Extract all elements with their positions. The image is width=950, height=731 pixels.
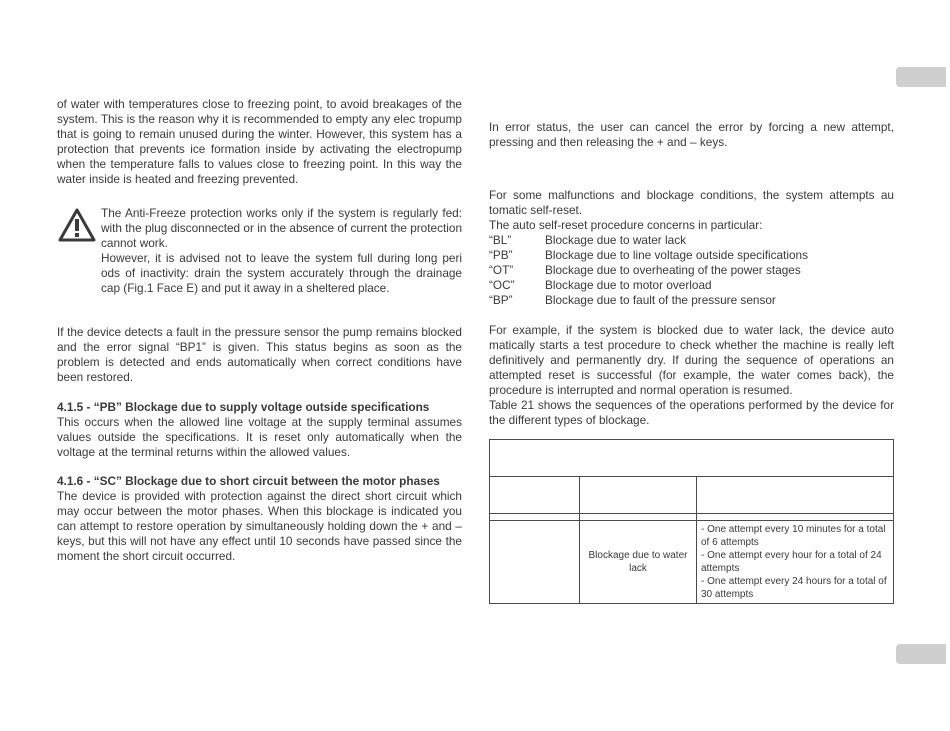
warning-icon [58, 208, 96, 242]
table-row [490, 521, 894, 604]
code-row [489, 263, 894, 278]
sequence-line: - One attempt every hour for a total of 24 attempts [701, 550, 882, 574]
table-cell-code [490, 521, 580, 604]
pb-heading: 4.1.5 - “PB” Blockage due to supply voltage outside specifications [57, 400, 430, 414]
code-label: “BL” [489, 233, 512, 247]
code-row [489, 233, 894, 248]
table-header-row [490, 477, 894, 514]
warning-note [101, 206, 462, 296]
header-cell [490, 477, 580, 514]
table-cell-description: Blockage due to water lack [580, 521, 697, 604]
code-label: “BP” [489, 293, 513, 307]
selfreset-intro: For some malfunctions and blockage conditions, the system attempts au tomatic self-reset. [489, 188, 894, 217]
table-spacer-row [490, 514, 894, 521]
warning-text-2: However, it is advised not to leave the system full during long peri ods of inactivity: drain the system accurately through the drainage cap (Fig.1 Face E) and put it away in a sheltered place. [101, 251, 462, 295]
pb-text: This occurs when the allowed line voltage at the supply terminal assumes values outside the specifications. It is reset only automatically when the voltage at the terminal returns within the allowed values. [57, 415, 462, 459]
code-row [489, 293, 894, 308]
table-cell-sequence [697, 521, 894, 604]
header-cell [580, 477, 697, 514]
header-cell [697, 477, 894, 514]
code-desc: Blockage due to motor overload [545, 278, 712, 292]
pb-section [57, 400, 462, 460]
code-desc: Blockage due to water lack [545, 233, 686, 247]
code-row [489, 278, 894, 293]
example-section [489, 323, 894, 428]
section-tab-bottom [896, 644, 946, 664]
code-desc: Blockage due to overheating of the power stages [545, 263, 801, 277]
sequence-line: - One attempt every 10 minutes for a total of 6 attempts [701, 524, 886, 548]
blockage-code-list [489, 233, 894, 308]
error-status-paragraph: In error status, the user can cancel the error by forcing a new attempt, pressing and then releasing the + and – keys. [489, 120, 894, 149]
code-row [489, 248, 894, 263]
table-reference: Table 21 shows the sequences of the operations performed by the device for the different types of blockage. [489, 398, 894, 427]
selfreset-intro-2: The auto self-reset procedure concerns in particular: [489, 218, 763, 232]
example-text: For example, if the system is blocked due to water lack, the device auto matically starts a test procedure to check whether the machine is really left definitively and permanently dry. If during the sequence of operations an attempted reset is successful (for example, the water comes back), the procedure is interrupted and normal operation is resumed. [489, 323, 894, 397]
antifreeze-paragraph: of water with temperatures close to freezing point, to avoid breakages of the system. This is the reason why it is recommended to empty any elec tropump that is going to remain unused during the winter. However, this system has a protection that prevents ice formation inside by activating the electropump when the temperature falls to values close to freezing point. In this way the water inside is heated and freezing prevented. [57, 97, 462, 186]
blockage-sequence-table [489, 439, 894, 604]
code-desc: Blockage due to fault of the pressure sensor [545, 293, 776, 307]
sc-text: The device is provided with protection against the direct short circuit which may occur between the motor phases. When this blockage is indicated you can attempt to restore operation by simultaneously holding down the + and – keys, but this will not have any effect until 10 seconds have passed since the moment the short circuit occurred. [57, 489, 462, 563]
sc-heading: 4.1.6 - “SC” Blockage due to short circuit between the motor phases [57, 474, 440, 488]
code-label: “OT” [489, 263, 514, 277]
code-desc: Blockage due to line voltage outside specifications [545, 248, 808, 262]
table-title-cell [490, 440, 894, 477]
warning-text-1: The Anti-Freeze protection works only if the system is regularly fed: with the plug disconnected or in the absence of current the protection cannot work. [101, 206, 462, 250]
code-label: “OC” [489, 278, 515, 292]
bp1-paragraph: If the device detects a fault in the pressure sensor the pump remains blocked and the error signal “BP1” is given. This status begins as soon as the problem is detected and ends automatically when correct conditions have been restored. [57, 325, 462, 384]
selfreset-section [489, 188, 894, 308]
code-label: “PB” [489, 248, 513, 262]
sc-section [57, 474, 462, 564]
section-tab-top [896, 67, 946, 87]
sequence-line: - One attempt every 24 hours for a total of 30 attempts [701, 576, 887, 600]
table-title-row [490, 440, 894, 477]
